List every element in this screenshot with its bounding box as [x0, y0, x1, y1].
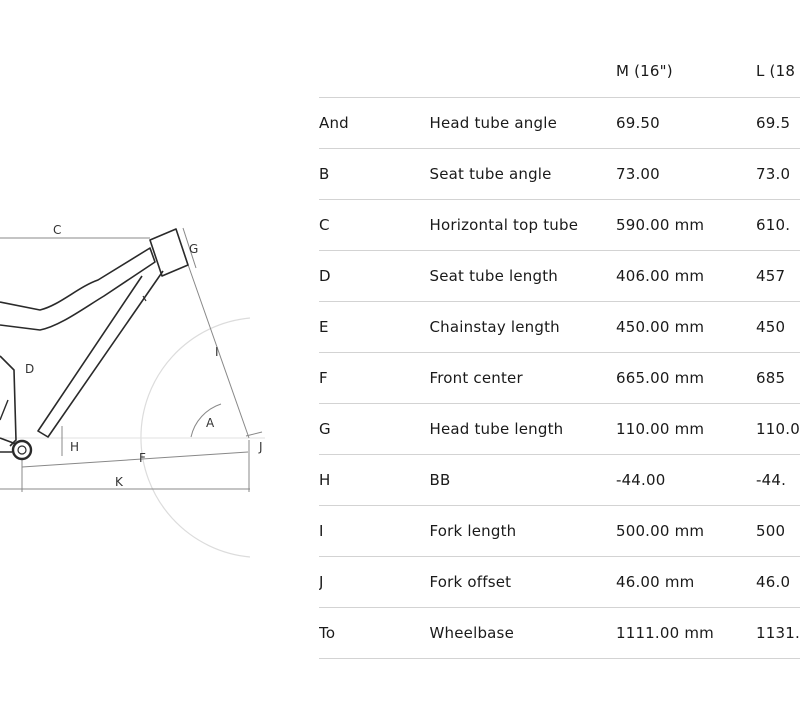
cell-size-l: 69.5	[756, 98, 800, 149]
label-f: F	[139, 451, 146, 465]
cell-size-m: 590.00 mm	[616, 200, 756, 251]
table-row	[319, 98, 800, 149]
header-key	[319, 44, 429, 98]
table-header-row	[319, 44, 800, 98]
table-row	[319, 557, 800, 608]
cell-key: B	[319, 149, 429, 200]
cell-name: Seat tube length	[429, 251, 615, 302]
bottom-bracket-inner	[18, 446, 26, 454]
header-size-l: L (18	[756, 44, 800, 98]
cell-key: I	[319, 506, 429, 557]
cell-size-m: 46.00 mm	[616, 557, 756, 608]
cell-name: Horizontal top tube	[429, 200, 615, 251]
table-row	[319, 200, 800, 251]
cell-key: To	[319, 608, 429, 659]
cell-name: Fork offset	[429, 557, 615, 608]
label-g: G	[189, 242, 199, 256]
table-row	[319, 353, 800, 404]
geometry-table	[319, 44, 800, 659]
frame-geometry-diagram	[0, 0, 300, 709]
cell-size-m: -44.00	[616, 455, 756, 506]
cell-key: F	[319, 353, 429, 404]
j-dim-line	[246, 432, 262, 436]
cell-size-l: 1131.	[756, 608, 800, 659]
cell-size-l: 110.0	[756, 404, 800, 455]
label-j: J	[259, 440, 263, 454]
cell-size-m: 1111.00 mm	[616, 608, 756, 659]
seat-tube-dimension	[0, 400, 8, 420]
front-center-line	[22, 452, 248, 467]
label-i: I	[215, 345, 219, 359]
label-d: D	[25, 362, 35, 376]
label-k: K	[115, 475, 123, 489]
cell-size-m: 665.00 mm	[616, 353, 756, 404]
cell-name: Seat tube angle	[429, 149, 615, 200]
cell-name: Front center	[429, 353, 615, 404]
cell-size-m: 450.00 mm	[616, 302, 756, 353]
cell-key: D	[319, 251, 429, 302]
table-row	[319, 302, 800, 353]
table-row	[319, 608, 800, 659]
cell-size-l: -44.	[756, 455, 800, 506]
cell-size-l: 457	[756, 251, 800, 302]
bike-frame	[0, 229, 188, 459]
label-c: C	[53, 223, 62, 237]
header-size-m: M (16")	[616, 44, 756, 98]
label-a: A	[206, 416, 215, 430]
cell-size-l: 610.	[756, 200, 800, 251]
table-row	[319, 149, 800, 200]
cell-size-m: 73.00	[616, 149, 756, 200]
cell-name: Head tube angle	[429, 98, 615, 149]
table-row	[319, 506, 800, 557]
cell-size-l: 685	[756, 353, 800, 404]
cell-key: C	[319, 200, 429, 251]
cell-size-l: 73.0	[756, 149, 800, 200]
cell-key: G	[319, 404, 429, 455]
table-row	[319, 251, 800, 302]
cell-key: And	[319, 98, 429, 149]
cell-name: BB	[429, 455, 615, 506]
table-row	[319, 404, 800, 455]
cell-name: Wheelbase	[429, 608, 615, 659]
cell-key: J	[319, 557, 429, 608]
cell-key: E	[319, 302, 429, 353]
cell-size-m: 110.00 mm	[616, 404, 756, 455]
head-tube	[150, 229, 188, 276]
cell-size-l: 500	[756, 506, 800, 557]
cell-size-l: 46.0	[756, 557, 800, 608]
header-name	[429, 44, 615, 98]
cell-size-m: 406.00 mm	[616, 251, 756, 302]
label-h: H	[70, 440, 80, 454]
top-tube	[0, 248, 155, 330]
cell-name: Head tube length	[429, 404, 615, 455]
cell-name: Fork length	[429, 506, 615, 557]
cell-size-m: 500.00 mm	[616, 506, 756, 557]
table-row	[319, 455, 800, 506]
cell-name: Chainstay length	[429, 302, 615, 353]
cell-size-m: 69.50	[616, 98, 756, 149]
cell-size-l: 450	[756, 302, 800, 353]
cell-key: H	[319, 455, 429, 506]
